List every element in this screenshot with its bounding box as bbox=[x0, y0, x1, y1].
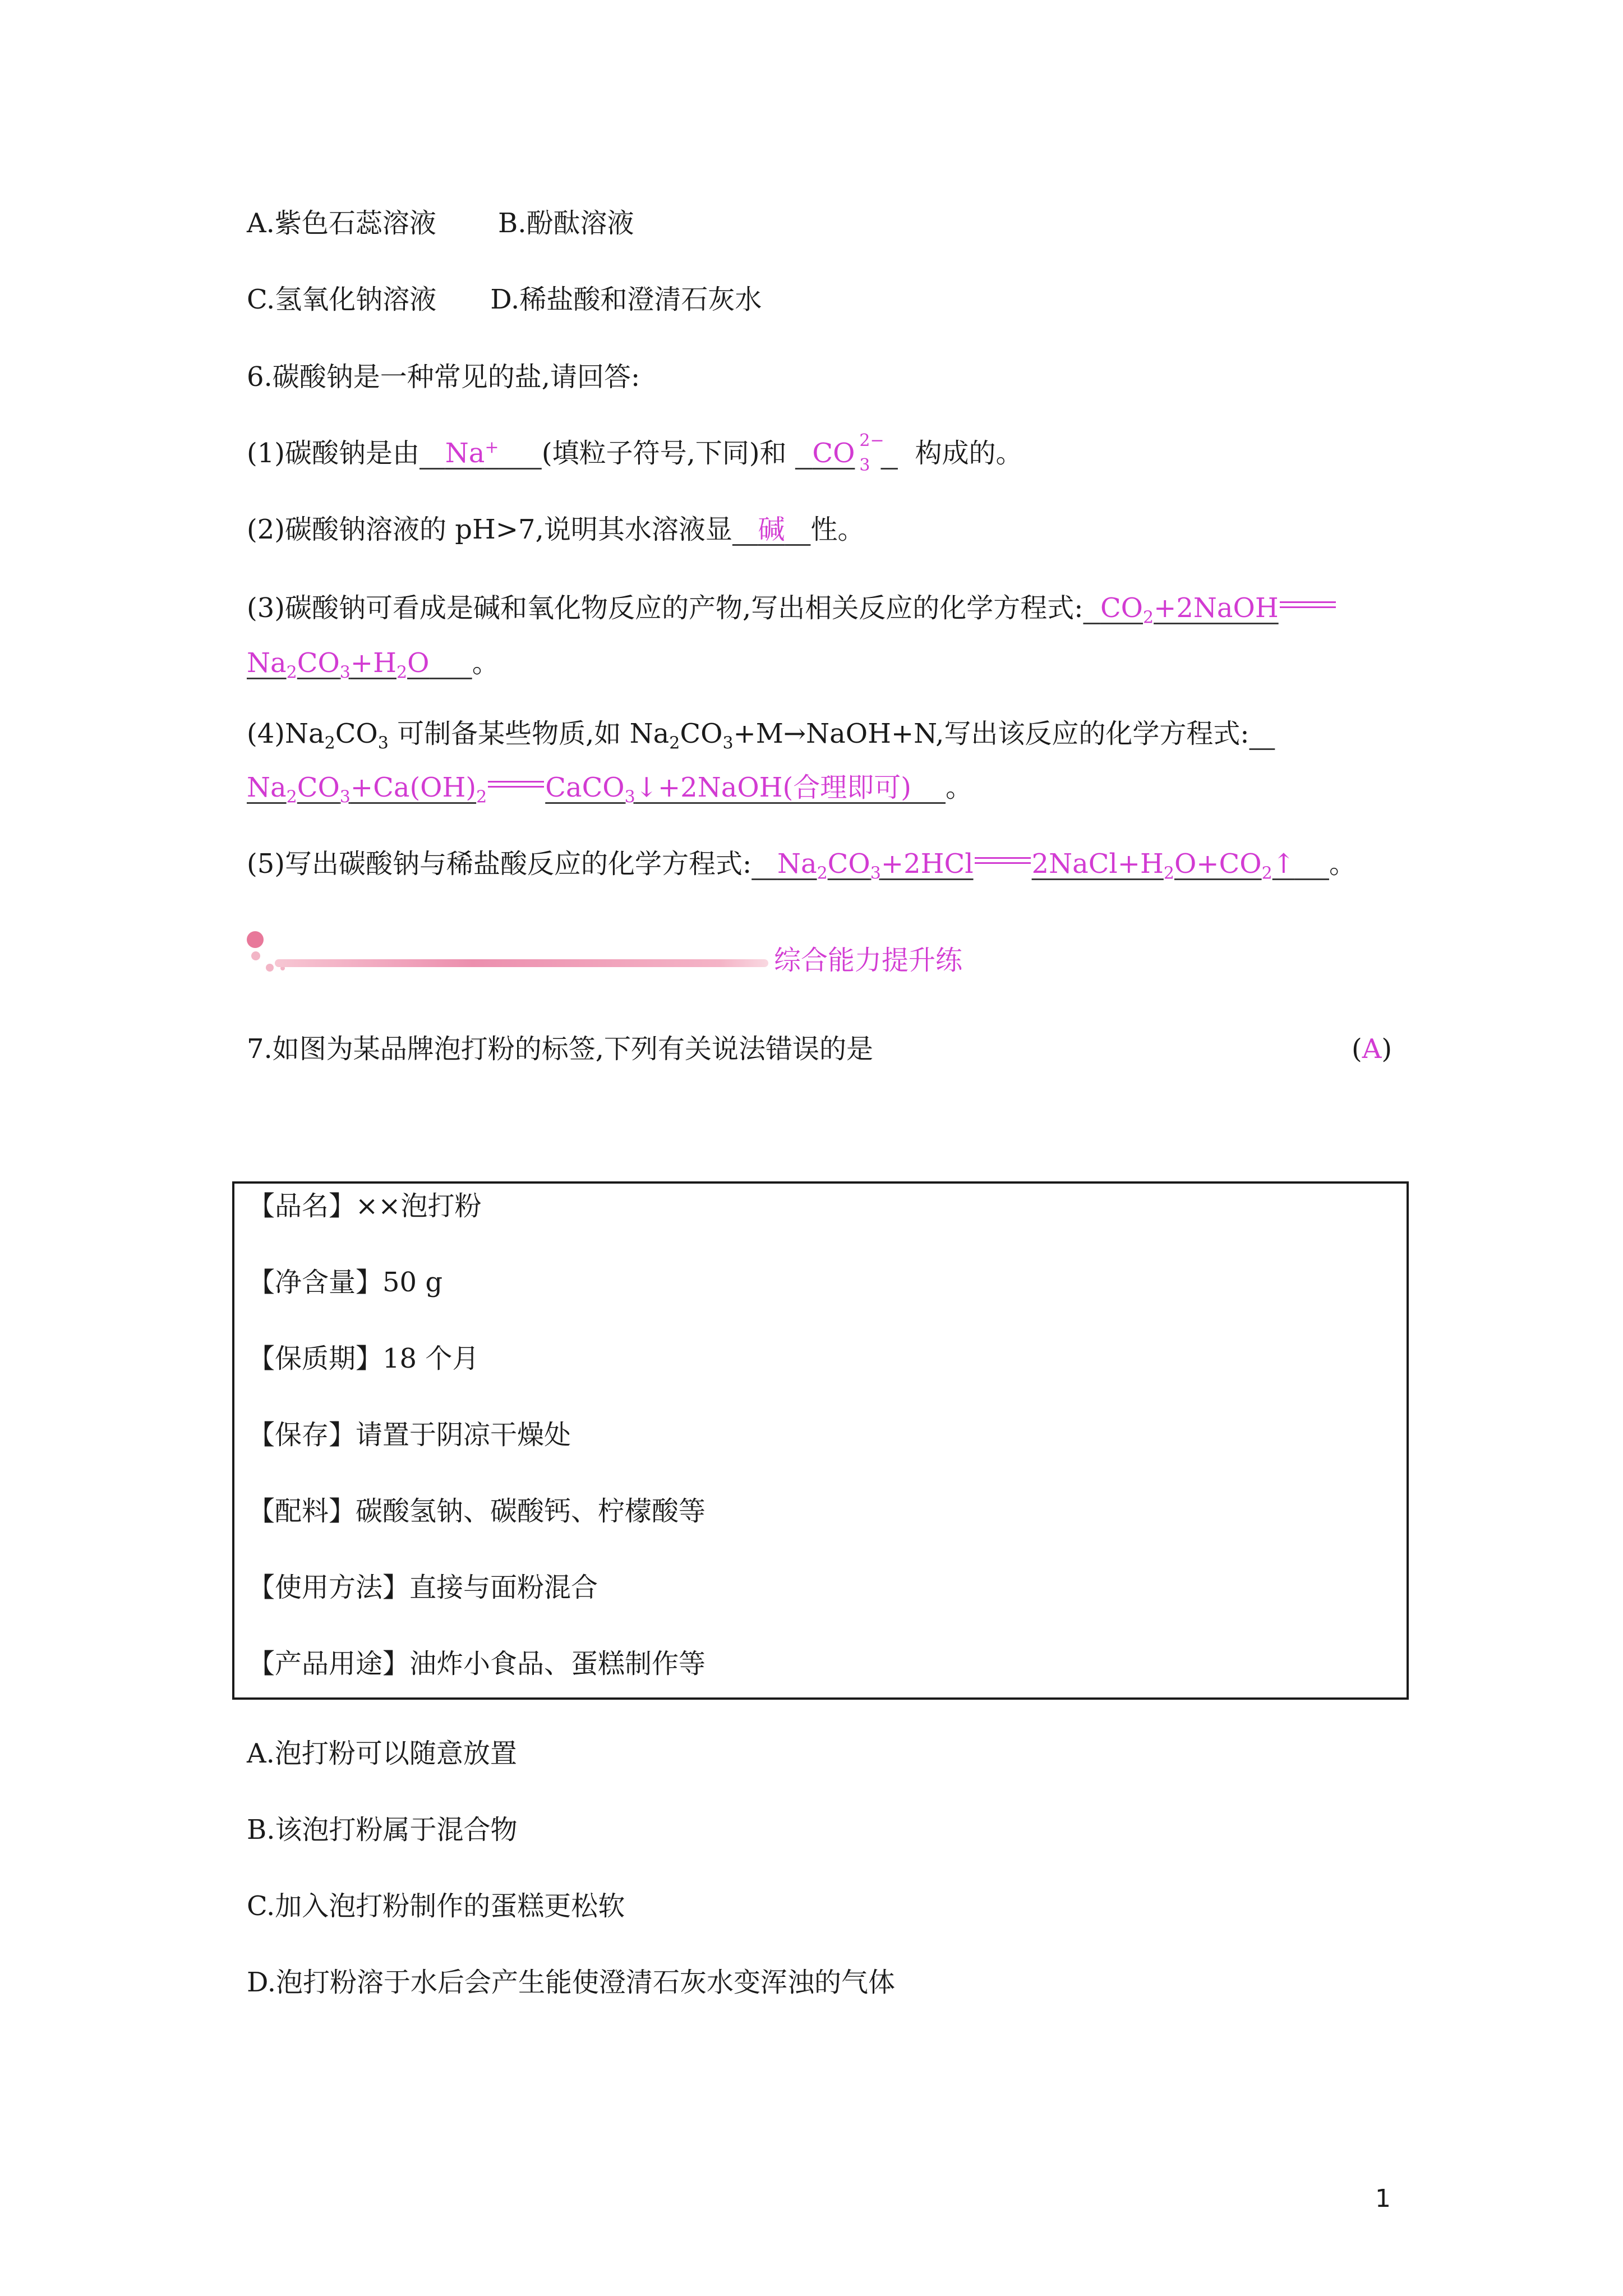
q5-option-c: C.氢氧化钠溶液 bbox=[247, 284, 437, 315]
q7-stem: 7.如图为某品牌泡打粉的标签,下列有关说法错误的是 bbox=[247, 1033, 874, 1065]
label-row-purpose: 【产品用途】油炸小食品、蛋糕制作等 bbox=[248, 1648, 706, 1680]
q6-part-1: (1)碳酸钠是由 Na+ (填粒子符号,下同)和 CO 2− 3 构成的。 bbox=[247, 431, 1023, 475]
q7-option-d: D.泡打粉溶于水后会产生能使澄清石灰水变浑浊的气体 bbox=[247, 1967, 896, 1998]
label-row-shelf-life: 【保质期】18 个月 bbox=[248, 1343, 479, 1374]
decorative-brush-stroke bbox=[275, 959, 768, 967]
answer-blank-co3: CO 2− 3 bbox=[812, 431, 884, 475]
decorative-dot-icon bbox=[251, 951, 260, 960]
section-header bbox=[241, 920, 1082, 982]
label-row-net-content: 【净含量】50 g bbox=[248, 1267, 443, 1298]
q5-options-row-2 bbox=[247, 282, 762, 318]
q6-part-3-line-1: (3)碳酸钠可看成是碱和氧化物反应的产物,写出相关反应的化学方程式: $CO_2+2NaOH$ bbox=[247, 590, 1337, 626]
answer-blank-alkaline: 碱 bbox=[758, 514, 785, 545]
q6-part-4-line-1: $(4)Na_2CO_3$ 可制备某些物质,如 $Na_2CO_3+M\to NaOH+N$,写出该反应的化学方程式: bbox=[247, 718, 1249, 753]
q5-option-a: A.紫色石蕊溶液 bbox=[247, 208, 436, 239]
answer-blank-na: Na+ bbox=[445, 438, 499, 469]
q7-option-a: A.泡打粉可以随意放置 bbox=[247, 1738, 517, 1769]
q6-stem: 6.碳酸钠是一种常见的盐,请回答: bbox=[247, 361, 640, 393]
decorative-dot-icon bbox=[266, 964, 274, 972]
decorative-dot-icon bbox=[247, 931, 264, 948]
label-row-storage: 【保存】请置于阴凉干燥处 bbox=[248, 1419, 571, 1451]
q6-part-2: (2)碳酸钠溶液的 pH>7,说明其水溶液显 碱 性。 bbox=[247, 514, 865, 545]
equals-sign-icon bbox=[975, 857, 1031, 864]
q7-option-c: C.加入泡打粉制作的蛋糕更松软 bbox=[247, 1890, 625, 1922]
answer-blank-eq4: $Na_2CO_3+Ca(OH)_2$ CaCO$_3$↓+2NaOH(合理即可) bbox=[247, 772, 911, 807]
q7-answer-mark: (A) bbox=[1352, 1033, 1393, 1065]
label-row-name: 【品名】××泡打粉 bbox=[248, 1190, 482, 1222]
answer-blank-eq3-a: $CO_2+2NaOH$ bbox=[1083, 592, 1336, 624]
answer-blank-eq3-b: $Na_2CO_3+H_2O$ bbox=[247, 647, 430, 683]
q7-answer: A bbox=[1362, 1033, 1382, 1065]
q6-part-4-line-2: $Na_2CO_3+Ca(OH)_2$ CaCO$_3$↓+2NaOH(合理即可) 。 bbox=[247, 772, 973, 807]
equals-sign-icon bbox=[488, 781, 544, 788]
q6-part-5: (5)写出碳酸钠与稀盐酸反应的化学方程式: $Na_2CO_3+2HCl$ $2NaCl+H_2O+CO_2↑$ 。 bbox=[247, 848, 1356, 884]
section-title: 综合能力提升练 bbox=[774, 945, 963, 976]
page-number: 1 bbox=[1375, 2184, 1391, 2213]
label-row-ingredients: 【配料】碳酸氢钠、碳酸钙、柠檬酸等 bbox=[248, 1496, 706, 1527]
q5-option-b: B.酚酞溶液 bbox=[497, 208, 634, 239]
q5-options-row-1 bbox=[247, 205, 634, 241]
answer-blank-eq5: $Na_2CO_3+2HCl$ $2NaCl+H_2O+CO_2↑$ bbox=[777, 848, 1295, 884]
q6-part-3-line-2: $Na_2CO_3+H_2O$ 。 bbox=[247, 647, 499, 683]
label-row-usage: 【使用方法】直接与面粉混合 bbox=[248, 1572, 598, 1603]
equals-sign-icon bbox=[1280, 601, 1336, 608]
q7-option-b: B.该泡打粉属于混合物 bbox=[247, 1814, 518, 1846]
q5-option-d: D.稀盐酸和澄清石灰水 bbox=[490, 284, 762, 315]
product-label-box bbox=[232, 1181, 1409, 1700]
